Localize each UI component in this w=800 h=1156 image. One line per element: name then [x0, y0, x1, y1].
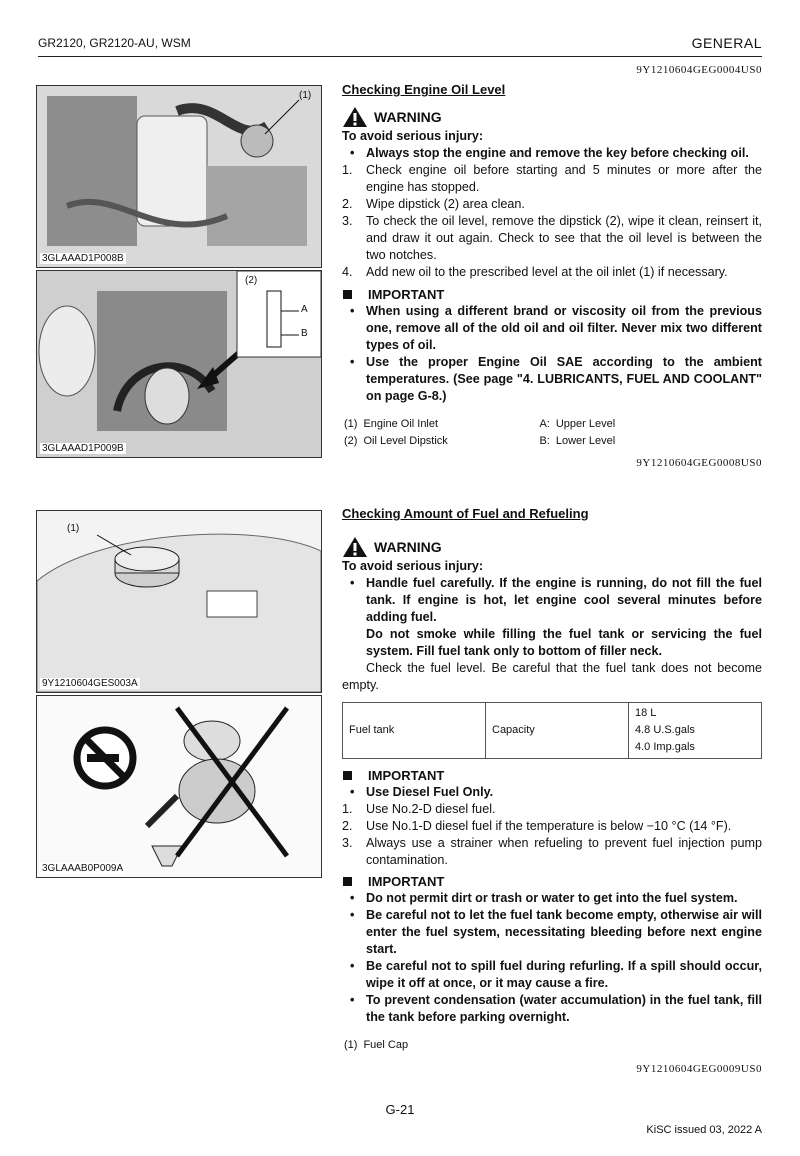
fuel-capacity-table: [342, 702, 762, 759]
list-item: • Be careful not to let the fuel tank become empty, otherwise air will enter the fuel system, necessitating bleeding before next engine start.: [342, 907, 762, 958]
list-item: 3. Always use a strainer when refueling to prevent fuel injection pump contamination.: [342, 836, 762, 867]
oil-important-list: [342, 303, 762, 405]
list-item: 4. Add new oil to the prescribed level at the oil inlet (1) if necessary.: [342, 265, 728, 279]
oil-section-title: Checking Engine Oil Level: [342, 82, 506, 97]
table-row: (1) Fuel Cap: [344, 1039, 409, 1051]
fuel-important1-heading: IMPORTANT: [342, 767, 762, 784]
figure-label: 9Y1210604GES003A: [42, 678, 138, 689]
table-row: (2) Oil Level Dipstick B: Lower Level: [344, 435, 616, 447]
figure-fuel-cap: [36, 510, 322, 693]
fuel-important1-list: [342, 784, 762, 801]
callout-lower-level: B: [301, 328, 308, 339]
fuel-warning-lead: To avoid serious injury:: [342, 559, 484, 573]
oil-doc-code: 9Y1210604GEG0008US0: [636, 457, 762, 469]
header-model: GR2120, GR2120-AU, WSM: [38, 36, 191, 50]
header-section: GENERAL: [691, 35, 762, 51]
list-item: 3. To check the oil level, remove the dipstick (2), wipe it clean, reinsert it, and draw it out again. Check to see that the oil level is between the two notches.: [342, 214, 762, 262]
list-item: • To prevent condensation (water accumulation) in the fuel tank, fill the tank before parking overnight.: [342, 992, 762, 1026]
figure-no-smoking-refuel: [36, 695, 322, 878]
table-row: (1) Engine Oil Inlet A: Upper Level: [344, 418, 616, 430]
callout-upper-level: A: [301, 304, 308, 315]
oil-section: [342, 81, 762, 472]
fuel-warning-title: WARNING: [374, 538, 442, 555]
list-item: • Use Diesel Fuel Only.: [342, 784, 762, 801]
oil-important-heading: IMPORTANT: [342, 286, 762, 303]
no-smoking-icon: [77, 730, 133, 786]
warning-triangle-icon: [342, 106, 368, 128]
figure-label: 3GLAAAD1P009B: [42, 443, 124, 454]
page-number: G-21: [385, 1102, 415, 1117]
oil-warning-list: [342, 145, 762, 162]
fuel-warning-extra: Do not smoke while filling the fuel tank or servicing the fuel system. Fill fuel tank only to bottom of filler neck.: [366, 627, 762, 658]
list-item: 2. Use No.1-D diesel fuel if the temperature is below −10 °C (14 °F).: [342, 819, 732, 833]
oil-steps: [342, 162, 762, 281]
list-item: • Handle fuel carefully. If the engine is running, do not fill the fuel tank. If engine is hot, let engine cool several minutes before adding fuel.: [342, 575, 762, 626]
list-item: • Do not permit dirt or trash or water to get into the fuel system.: [342, 890, 762, 907]
warning-triangle-icon: [342, 536, 368, 558]
list-item: • Be careful not to spill fuel during refurling. If a spill should occur, wipe it off at once, or it may cause a fire.: [342, 958, 762, 992]
fuel-section: [342, 505, 762, 1078]
figure-label: 3GLAAAB0P009A: [42, 863, 124, 874]
list-item: 1. Use No.2-D diesel fuel.: [342, 802, 496, 816]
callout-fuel-cap: (1): [67, 523, 80, 534]
figure-label: 3GLAAAD1P008B: [42, 253, 124, 264]
list-item: • Always stop the engine and remove the key before checking oil.: [342, 145, 762, 162]
fuel-warning-heading: [342, 536, 762, 558]
fuel-important2-list: [342, 890, 762, 1026]
oil-legend: [342, 415, 621, 451]
fuel-steps: [342, 801, 762, 869]
fuel-section-title: Checking Amount of Fuel and Refueling: [342, 506, 589, 521]
list-item: • Use the proper Engine Oil SAE according to the ambient temperatures. (See page "4. LUBRICANTS, FUEL AND COOLANT" on page G-8.): [342, 354, 762, 405]
table-row: Fuel tank Capacity 18 L 4.8 U.S.gals 4.0 Imp.gals: [343, 703, 762, 759]
figure-engine-oil-inlet: [36, 85, 322, 268]
header-rule: [38, 56, 762, 57]
fuel-warning-list: [342, 575, 762, 626]
doc-code-top: 9Y1210604GEG0004US0: [636, 64, 762, 76]
oil-warning-heading: [342, 106, 762, 128]
fuel-check-text: Check the fuel level. Be careful that the fuel tank does not become empty.: [342, 661, 762, 692]
fuel-doc-code: 9Y1210604GEG0009US0: [636, 1063, 762, 1075]
oil-warning-title: WARNING: [374, 108, 442, 125]
list-item: • When using a different brand or viscosity oil from the previous one, remove all of the old oil and oil filter. Never mix two different types of oil.: [342, 303, 762, 354]
callout-dipstick: (2): [245, 275, 258, 286]
list-item: 2. Wipe dipstick (2) area clean.: [342, 197, 525, 211]
fuel-important2-heading: IMPORTANT: [342, 873, 762, 890]
issue-note: KiSC issued 03, 2022 A: [646, 1124, 762, 1136]
figure-oil-dipstick: [36, 270, 322, 458]
fuel-legend: [342, 1036, 414, 1055]
oil-warning-lead: To avoid serious injury:: [342, 129, 484, 143]
callout-oil-inlet: (1): [299, 90, 312, 101]
list-item: 1. Check engine oil before starting and 5 minutes or more after the engine has stopped.: [342, 163, 762, 194]
